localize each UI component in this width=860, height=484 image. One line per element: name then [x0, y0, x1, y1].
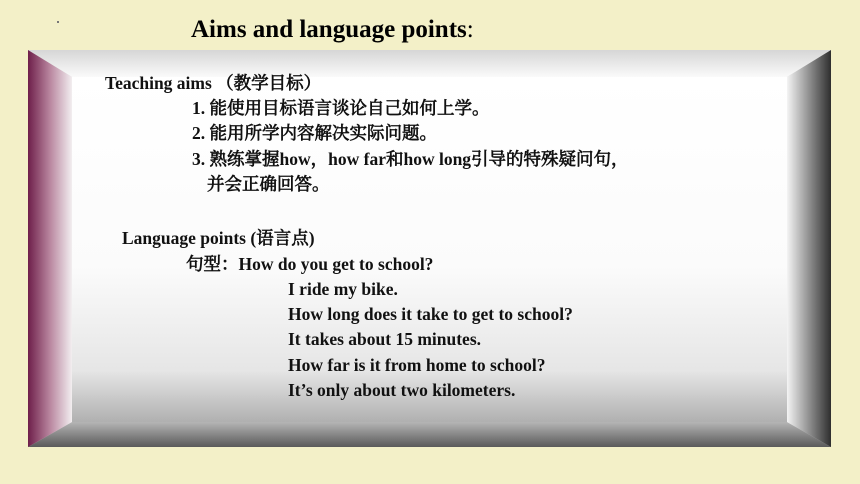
- language-point-line-3: How long does it take to get to school?: [288, 304, 573, 324]
- teaching-aims-heading: Teaching aims （教学目标）: [105, 73, 322, 93]
- language-point-line-4: It takes about 15 minutes.: [288, 329, 482, 349]
- slide-title-text: Aims and language points: [191, 16, 467, 43]
- teaching-aim-3-continued: 并会正确回答。: [207, 174, 330, 194]
- language-points-heading: Language points (语言点): [122, 228, 315, 248]
- teaching-aim-1: 1. 能使用目标语言谈论自己如何上学。: [192, 98, 490, 118]
- language-point-line-6: It’s only about two kilometers.: [288, 380, 516, 400]
- teaching-aim-2: 2. 能用所学内容解决实际问题。: [192, 123, 437, 143]
- teaching-aim-3: 3. 熟练掌握how，how far和how long引导的特殊疑问句，: [192, 149, 629, 169]
- sentence-pattern-row: [186, 253, 433, 275]
- sentence-pattern-label: 句型：: [186, 254, 239, 274]
- slide-title-colon: :: [466, 16, 474, 43]
- language-point-line-1: How do you get to school?: [238, 254, 434, 274]
- language-point-line-5: How far is it from home to school?: [288, 355, 546, 375]
- language-point-line-2: I ride my bike.: [288, 279, 398, 299]
